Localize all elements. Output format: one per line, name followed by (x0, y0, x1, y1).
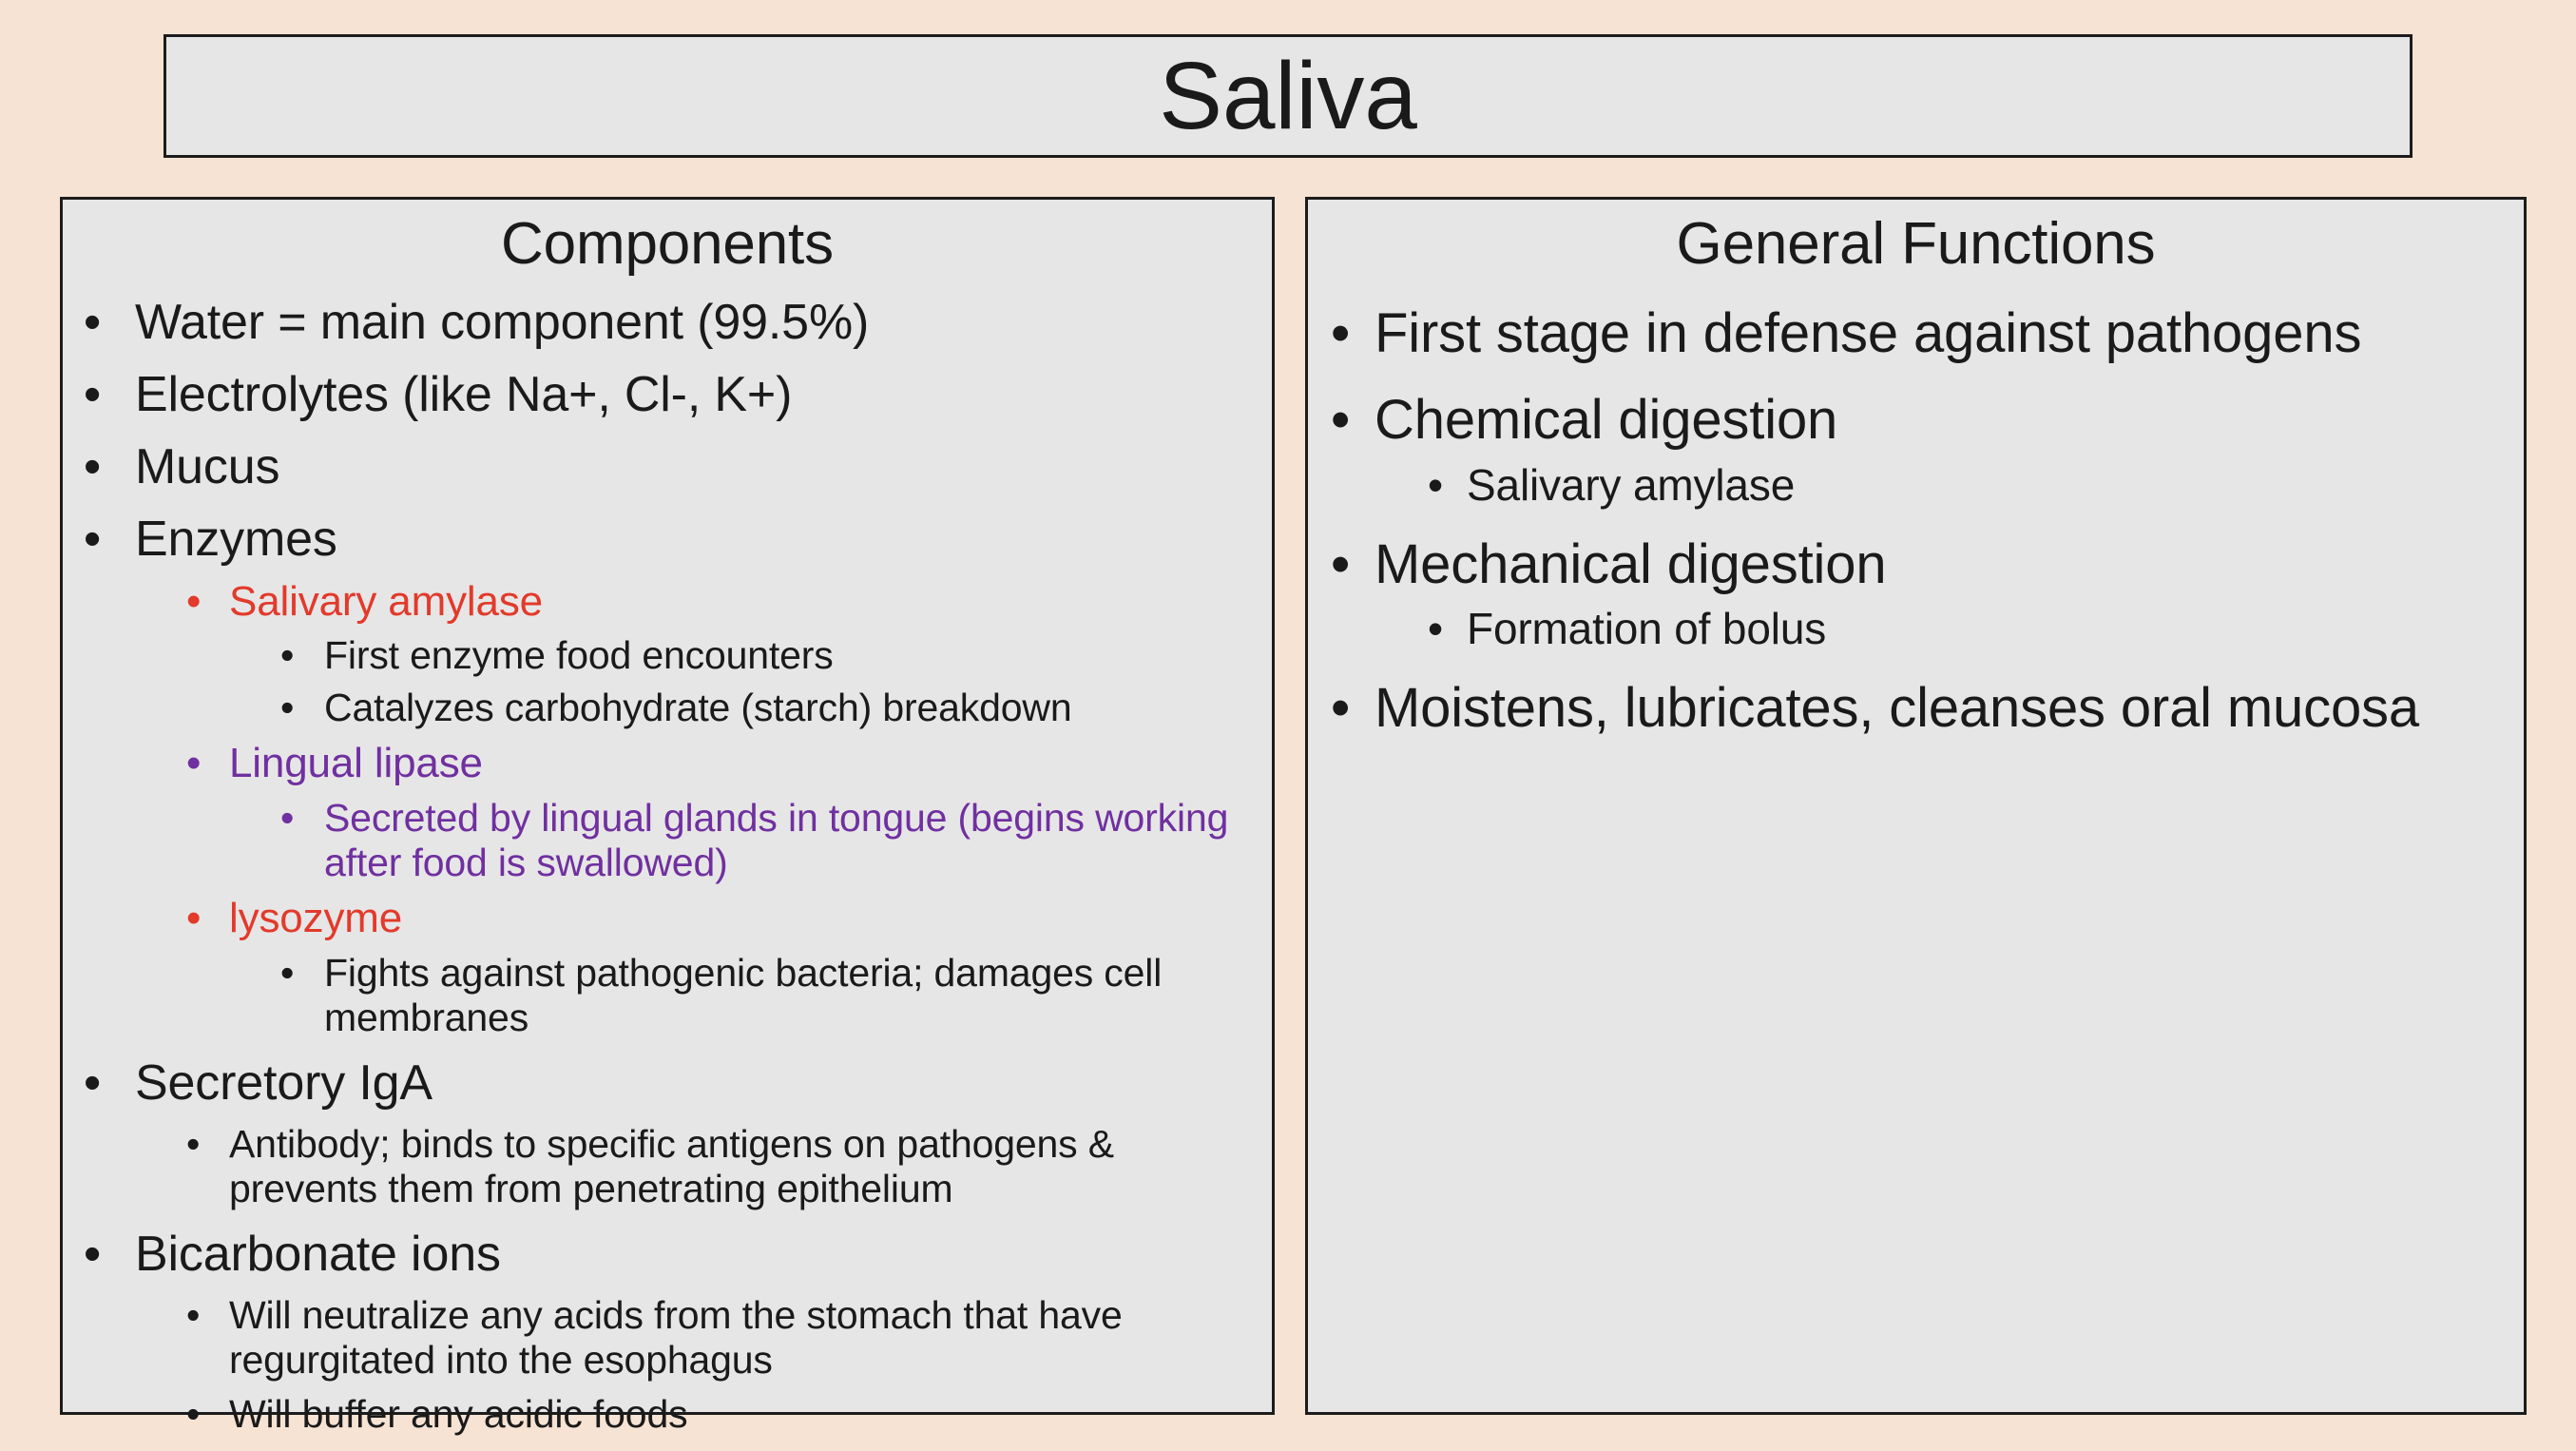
bullet-item: • Electrolytes (like Na+, Cl-, K+) (63, 367, 1245, 424)
bullet-item: • First stage in defense against pathogens (1308, 302, 2497, 366)
bullet-item: • Bicarbonate ions (63, 1227, 1245, 1284)
general-functions-panel (1305, 197, 2527, 1415)
bullet-item: • Will buffer any acidic foods (63, 1392, 1245, 1437)
bullet-item: • Catalyzes carbohydrate (starch) breakdown (63, 686, 1245, 730)
bullet-item: • Lingual lipase (63, 740, 1245, 788)
bullet-item: • Secreted by lingual glands in tongue (begins working after food is swallowed) (63, 796, 1245, 885)
bullet-item: • Enzymes (63, 512, 1245, 569)
bullet-item: • Salivary amylase (63, 578, 1245, 627)
bullet-item: • Secretory IgA (63, 1055, 1245, 1112)
bullet-item: • Will neutralize any acids from the stomach that have regurgitated into the esophagus (63, 1293, 1245, 1383)
title-box (163, 34, 2413, 158)
components-panel (60, 197, 1275, 1437)
general-functions-heading: General Functions (1676, 211, 2156, 277)
bullet-item: • Formation of bolus (1308, 604, 2497, 654)
bullet-item: • lysozyme (63, 895, 1245, 943)
bullet-item: • Mucus (63, 439, 1245, 496)
components-heading: Components (501, 211, 834, 277)
bullet-item: • Mechanical digestion (1308, 533, 2497, 597)
bullet-item: • Moistens, lubricates, cleanses oral mucosa (1308, 677, 2497, 741)
slide-title: Saliva (1159, 43, 1417, 149)
bullet-item: • Fights against pathogenic bacteria; damages cell membranes (63, 951, 1245, 1040)
bullet-item: • Salivary amylase (1308, 460, 2497, 511)
components-list (63, 295, 1272, 1437)
bullet-item: • First enzyme food encounters (63, 633, 1245, 678)
bullet-item: • Water = main component (99.5%) (63, 295, 1245, 352)
general-functions-list (1308, 302, 2524, 741)
bullet-item: • Antibody; binds to specific antigens on pathogens & prevents them from penetrating epithelium (63, 1122, 1245, 1211)
bullet-item: • Chemical digestion (1308, 389, 2497, 453)
